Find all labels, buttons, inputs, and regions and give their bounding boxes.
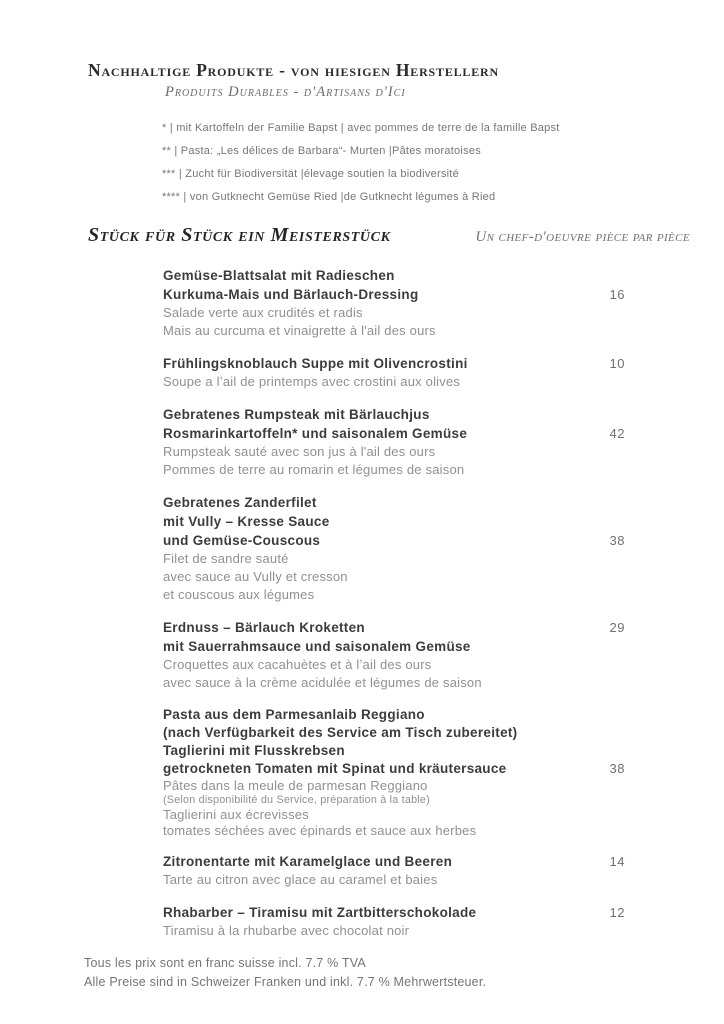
- dish-name-line-german: [163, 354, 625, 373]
- section-title-french: Un chef-d'oeuvre pièce par pièce: [475, 229, 690, 245]
- dish-name-text: Erdnuss – Bärlauch Kroketten: [163, 620, 365, 635]
- dish-name-line-german: [163, 742, 625, 760]
- dish-price: 14: [609, 854, 625, 869]
- dish-price: 38: [609, 533, 625, 548]
- dish-name-text: Rosmarinkartoffeln* und saisonalem Gemüse: [163, 426, 468, 441]
- sourcing-note-line: * | mit Kartoffeln der Familie Bapst | avec pommes de terre de la famille Bapst: [162, 122, 560, 134]
- dish-price: 16: [609, 287, 625, 302]
- menu-item: [163, 706, 625, 838]
- dish-name-text: Gebratenes Rumpsteak mit Bärlauchjus: [163, 407, 430, 422]
- dish-price: 29: [609, 620, 625, 635]
- dish-description-line-french: Filet de sandre sauté: [163, 551, 289, 566]
- dish-name-text: Frühlingsknoblauch Suppe mit Olivencrostini: [163, 356, 468, 371]
- menu-item: [163, 493, 625, 604]
- menu-item: [163, 852, 625, 889]
- dish-description-line-french: tomates séchées avec épinards et sauce aux herbes: [163, 822, 477, 838]
- dish-name-text: Gebratenes Zanderfilet: [163, 495, 317, 510]
- menu-item: [163, 618, 625, 692]
- dish-name-line-german: [163, 424, 625, 443]
- header-title-french: Produits Durables - d'Artisans d'Ici: [165, 84, 406, 100]
- dish-name-text: Kurkuma-Mais und Bärlauch-Dressing: [163, 287, 419, 302]
- dish-description-line-french: Salade verte aux crudités et radis: [163, 305, 363, 320]
- page-header: [88, 60, 688, 101]
- dish-name-line-german: [163, 724, 625, 742]
- footer-tax-note-german: Alle Preise sind in Schweizer Franken und inkl. 7.7 % Mehrwertsteuer.: [84, 974, 487, 989]
- dish-price: 10: [609, 356, 625, 371]
- menu-item: [163, 405, 625, 479]
- dish-description-line-french: Tarte au citron avec glace au caramel et baies: [163, 872, 438, 887]
- dish-name-text: mit Sauerrahmsauce und saisonalem Gemüse: [163, 639, 471, 654]
- dish-name-text: Zitronentarte mit Karamelglace und Beeren: [163, 854, 453, 869]
- dish-name-line-german: [163, 405, 625, 424]
- dish-description-line-french: avec sauce à la crème acidulée et légumes de saison: [163, 675, 482, 690]
- sourcing-note-line: **** | von Gutknecht Gemüse Ried |de Gutknecht légumes à Ried: [162, 191, 496, 203]
- sourcing-note-line: ** | Pasta: „Les délices de Barbara“- Murten |Pâtes moratoises: [162, 145, 481, 157]
- dish-description-line-french: (Selon disponibilité du Service, préparation à la table): [163, 793, 430, 806]
- sourcing-note-line: *** | Zucht für Biodiversität |élevage soutien la biodiversité: [162, 168, 459, 180]
- dish-description-line-french: Rumpsteak sauté avec son jus à l'ail des ours: [163, 444, 436, 459]
- dish-name-line-german: [163, 493, 625, 512]
- menu-item: [163, 354, 625, 391]
- dish-name-text: (nach Verfügbarkeit des Service am Tisch zubereitet): [163, 725, 518, 740]
- dish-price: 38: [609, 761, 625, 776]
- dish-name-text: und Gemüse-Couscous: [163, 533, 321, 548]
- page-footer: [84, 954, 486, 991]
- dish-description-line-french: et couscous aux légumes: [163, 587, 315, 602]
- dish-name-line-german: [163, 852, 625, 871]
- dish-name-text: mit Vully – Kresse Sauce: [163, 514, 330, 529]
- sourcing-notes-list: [162, 117, 682, 209]
- dish-name-line-german: [163, 285, 625, 304]
- header-title-german: Nachhaltige Produkte - von hiesigen Herstellern: [88, 60, 499, 80]
- dish-name-line-german: [163, 531, 625, 550]
- dish-description-line-french: Pommes de terre au romarin et légumes de saison: [163, 462, 465, 477]
- dish-description-line-french: Pâtes dans la meule de parmesan Reggiano: [163, 778, 428, 793]
- dish-description-line-french: Croquettes aux cacahuètes et à lʼail des ours: [163, 657, 432, 672]
- dish-description-line-french: Soupe a lʼail de printemps avec crostini aux olives: [163, 374, 461, 389]
- dish-price: 42: [609, 426, 625, 441]
- dish-description-line-french: Taglierini aux écrevisses: [163, 807, 309, 822]
- dish-description-line-french: Mais au curcuma et vinaigrette à l'ail des ours: [163, 323, 436, 338]
- dish-name-line-german: [163, 903, 625, 922]
- dish-name-text: getrockneten Tomaten mit Spinat und kräutersauce: [163, 761, 507, 776]
- dish-name-text: Gemüse-Blattsalat mit Radieschen: [163, 268, 395, 283]
- dish-price: 12: [609, 905, 625, 920]
- dish-name-line-german: [163, 760, 625, 778]
- menu-items: [163, 266, 625, 954]
- footer-tax-note-french: Tous les prix sont en franc suisse incl. 7.7 % TVA: [84, 956, 366, 970]
- dish-description-line-french: Tiramisu à la rhubarbe avec chocolat noir: [163, 923, 410, 938]
- dish-name-text: Pasta aus dem Parmesanlaib Reggiano: [163, 707, 425, 722]
- dish-name-line-german: [163, 266, 625, 285]
- dish-name-text: Rhabarber – Tiramisu mit Zartbitterschokolade: [163, 905, 477, 920]
- dish-name-line-german: [163, 706, 625, 724]
- section-heading: [88, 224, 690, 247]
- dish-name-line-german: [163, 637, 625, 656]
- menu-item: [163, 903, 625, 940]
- dish-name-line-german: [163, 618, 625, 637]
- dish-description-line-french: avec sauce au Vully et cresson: [163, 569, 348, 584]
- dish-name-text: Taglierini mit Flusskrebsen: [163, 743, 345, 758]
- dish-name-line-german: [163, 512, 625, 531]
- section-title-german: Stück für Stück ein Meisterstück: [88, 224, 391, 246]
- menu-item: [163, 266, 625, 340]
